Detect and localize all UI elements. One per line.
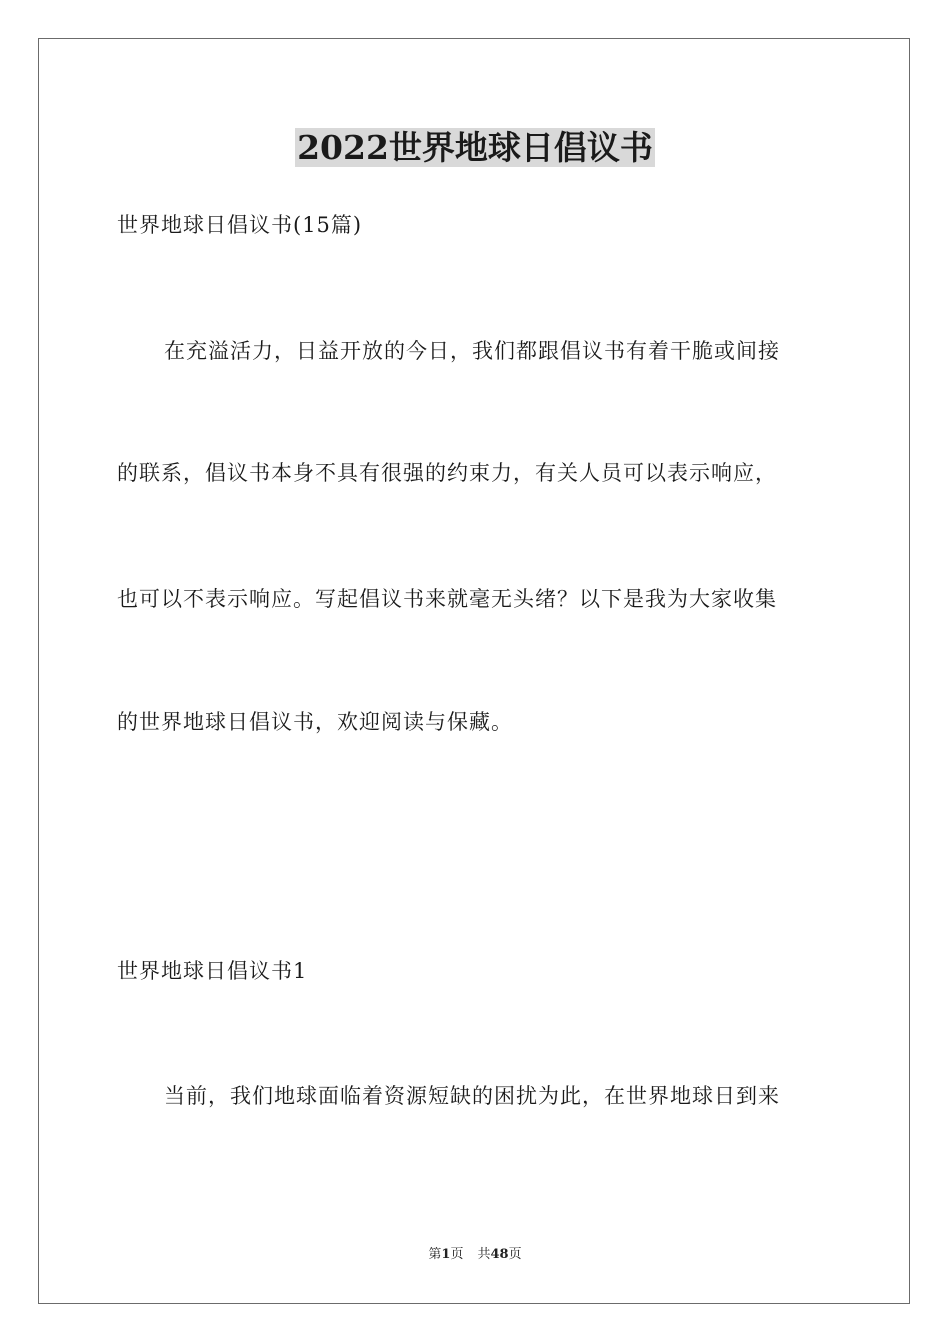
- intro-line-4: 的世界地球日倡议书，欢迎阅读与保藏。: [117, 710, 513, 734]
- footer-page-number: 1: [441, 1247, 451, 1262]
- footer-page-prefix: 第: [428, 1247, 442, 1262]
- intro-line-2: 的联系，倡议书本身不具有很强的约束力，有关人员可以表示响应，: [117, 461, 777, 485]
- intro-line-1: 在充溢活力，日益开放的今日，我们都跟倡议书有着干脆或间接: [164, 339, 780, 363]
- footer-total-prefix: 共: [477, 1247, 491, 1262]
- document-subtitle: 世界地球日倡议书(15篇): [117, 213, 363, 237]
- page-footer: [0, 1246, 950, 1264]
- intro-line-3: 也可以不表示响应。写起倡议书来就毫无头绪？以下是我为大家收集: [117, 587, 777, 611]
- footer-total-suffix: 页: [508, 1247, 522, 1262]
- footer-page-suffix: 页: [450, 1247, 464, 1262]
- section-heading: 世界地球日倡议书1: [117, 959, 308, 983]
- section-line-1: 当前，我们地球面临着资源短缺的困扰为此，在世界地球日到来: [164, 1084, 780, 1108]
- footer-total-pages: 48: [490, 1247, 509, 1262]
- document-title-text: 2022世界地球日倡议书: [297, 128, 653, 167]
- document-title: [0, 126, 950, 170]
